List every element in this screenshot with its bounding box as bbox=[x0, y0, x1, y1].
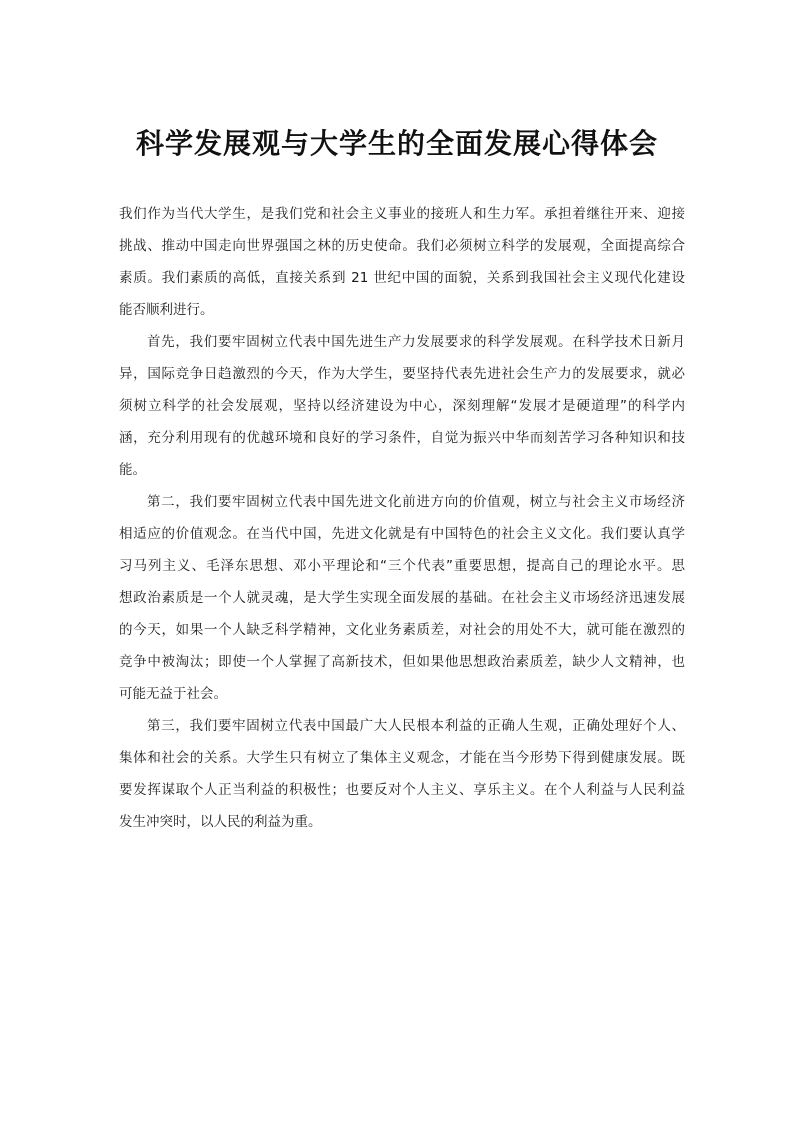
paragraph-third-point bbox=[119, 710, 685, 838]
text-line: 第三，我们要牢固树立代表中国最广大人民根本利益的正确人生观，正确处理好个人、 bbox=[147, 718, 685, 734]
text-line: 集体和社会的关系。大学生只有树立了集体主义观念，才能在当今形势下得到健康发展。既 bbox=[119, 750, 685, 766]
text-line: 竞争中被淘汰；即使一个人掌握了高新技术，但如果他思想政治素质差，缺少人文精神，也 bbox=[119, 654, 685, 670]
document-title: 科学发展观与大学生的全面发展心得体会 bbox=[135, 127, 658, 160]
paragraph-first-point bbox=[119, 326, 685, 486]
paragraph-second-point bbox=[119, 486, 685, 710]
text-line: 可能无益于社会。 bbox=[119, 686, 227, 702]
text-line: 发生冲突时，以人民的利益为重。 bbox=[119, 814, 322, 830]
text-line: 能否顺利进行。 bbox=[119, 302, 214, 318]
text-line: 首先，我们要牢固树立代表中国先进生产力发展要求的科学发展观。在科学技术日新月 bbox=[147, 334, 685, 350]
text-line: 素质。我们素质的高低，直接关系到 21 世纪中国的面貌，关系到我国社会主义现代化建设 bbox=[119, 270, 685, 286]
text-line: 涵，充分利用现有的优越环境和良好的学习条件，自觉为振兴中华而刻苦学习各种知识和技 bbox=[119, 430, 685, 446]
text-line: 我们作为当代大学生，是我们党和社会主义事业的接班人和生力军。承担着继往开来、迎接 bbox=[119, 206, 685, 222]
document-body bbox=[119, 198, 685, 838]
text-line: 习马列主义、毛泽东思想、邓小平理论和“三个代表”重要思想，提高自己的理论水平。思 bbox=[119, 558, 685, 574]
text-line: 挑战、推动中国走向世界强国之林的历史使命。我们必须树立科学的发展观，全面提高综合 bbox=[119, 238, 685, 254]
text-line: 异，国际竞争日趋激烈的今天，作为大学生，要坚持代表先进社会生产力的发展要求，就必 bbox=[119, 366, 685, 382]
paragraph-intro bbox=[119, 198, 685, 326]
text-line: 想政治素质是一个人就灵魂，是大学生实现全面发展的基础。在社会主义市场经济迅速发展 bbox=[119, 590, 685, 606]
text-line: 的今天，如果一个人缺乏科学精神，文化业务素质差，对社会的用处不大，就可能在激烈的 bbox=[119, 622, 685, 638]
text-line: 能。 bbox=[119, 462, 146, 478]
text-line: 相适应的价值观念。在当代中国，先进文化就是有中国特色的社会主义文化。我们要认真学 bbox=[119, 526, 685, 542]
text-line: 须树立科学的社会发展观，坚持以经济建设为中心，深刻理解“发展才是硬道理”的科学内 bbox=[119, 398, 685, 414]
text-line: 第二，我们要牢固树立代表中国先进文化前进方向的价值观，树立与社会主义市场经济 bbox=[147, 494, 685, 510]
text-line: 要发挥谋取个人正当利益的积极性；也要反对个人主义、享乐主义。在个人利益与人民利益 bbox=[119, 782, 685, 798]
